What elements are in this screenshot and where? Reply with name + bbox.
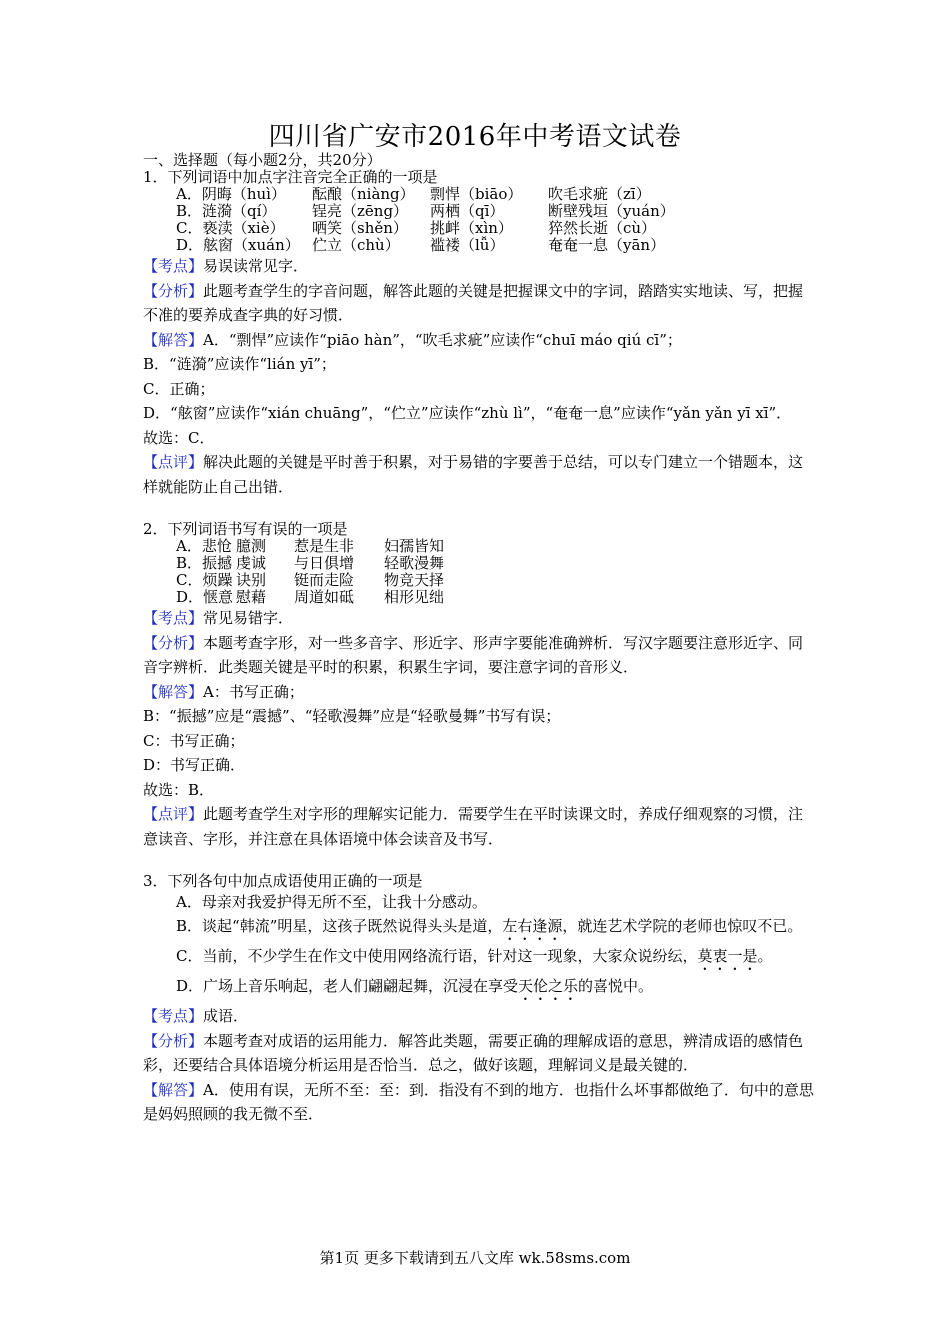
- question-2-option-b: [143, 555, 815, 572]
- option-cell: 挑衅（xìn）: [430, 219, 513, 237]
- kaodian-text: 成语．: [203, 1007, 249, 1025]
- question-2-option-a: [143, 538, 815, 555]
- option-cell: 铤而走险: [294, 571, 355, 589]
- jieda-line: C．正确；: [143, 379, 215, 398]
- option-cell: 伫立（chù）: [312, 236, 400, 254]
- question-3-option-b: [143, 914, 815, 944]
- fenxi-tag: 【分析】: [143, 1031, 204, 1050]
- fenxi-text: 此题考查学生的字音问题，解答此题的关键是把握课文中的字词，踏踏实实地读、写，把握不准的要养成查字典的好习惯．: [143, 281, 804, 324]
- option-cell: 周道如砥: [294, 588, 355, 606]
- dianping-tag: 【点评】: [143, 453, 204, 471]
- question-1-option-d: [143, 237, 815, 254]
- q2-jieda: [143, 680, 815, 705]
- q1-jieda: [143, 328, 815, 353]
- option-cell: 断壁残垣（yuán）: [548, 202, 675, 220]
- option-cell: 锃亮（zēng）: [312, 202, 409, 220]
- option-cell: C．烦躁: [176, 571, 233, 589]
- q3-fenxi: [143, 1029, 815, 1078]
- option-cell: 两栖（qī）: [430, 202, 505, 220]
- section-heading: 一、选择题（每小题2分，共20分）: [143, 151, 382, 169]
- question-2-stem: 2．下列词语书写有误的一项是: [143, 520, 348, 538]
- option-cell: 虔诚: [236, 554, 267, 572]
- q3-jieda: [143, 1078, 815, 1127]
- question-2-option-d: [143, 589, 815, 606]
- jieda-answer: 故选：B．: [143, 780, 215, 799]
- kaodian-tag: 【考点】: [143, 1007, 204, 1025]
- dianping-text: 此题考查学生对字形的理解实记能力．需要学生在平时读课文时，养成仔细观察的习惯，注意读音、字形，并注意在具体语境中体会读音及书写．: [143, 805, 804, 848]
- question-1-option-a: [143, 186, 815, 203]
- document-body: [143, 152, 815, 1127]
- jieda-tag: 【解答】: [143, 1080, 204, 1099]
- kaodian-text: 易误读常见字．: [203, 257, 309, 275]
- option-text: B．谈起“韩流”明星，这孩子既然说得头头是道，: [176, 917, 503, 935]
- q1-dianping: [143, 450, 815, 499]
- dotted-idiom: 左右逢源: [502, 917, 563, 935]
- option-text: 。: [757, 947, 773, 965]
- q1-fenxi: [143, 279, 815, 328]
- option-text: D．广场上音乐响起，老人们翩翩起舞，沉浸在享受: [176, 977, 519, 995]
- kaodian-text: 常见易错字．: [203, 609, 294, 627]
- option-cell: 褴褛（lǚ）: [430, 236, 505, 254]
- option-cell: D．舷窗（xuán）: [176, 236, 300, 254]
- jieda-line: C：书写正确；: [143, 731, 245, 750]
- kaodian-tag: 【考点】: [143, 257, 204, 275]
- option-cell: C．亵渎（xiè）: [176, 219, 285, 237]
- question-1-option-c: [143, 220, 815, 237]
- dianping-tag: 【点评】: [143, 805, 204, 823]
- q2-dianping: [143, 802, 815, 851]
- option-text: ，就连艺术学院的老师也惊叹不已。: [562, 917, 803, 935]
- option-cell: B．涟漪（qí）: [176, 202, 277, 220]
- question-3-option-d: [143, 974, 815, 1004]
- option-cell: A．阴晦（huì）: [176, 185, 286, 203]
- jieda-line: A．“剽悍”应读作“piāo hàn”，“吹毛求疵”应读作“chuī máo qiú cī”；: [203, 330, 682, 349]
- jieda-text: A．使用有误，无所不至：至：到．指没有不到的地方．也指什么坏事都做绝了．句中的意思是妈妈照顾的我无微不至．: [143, 1080, 814, 1123]
- option-cell: 臆测: [236, 537, 267, 555]
- jieda-line: A：书写正确；: [203, 682, 304, 701]
- q2-kaodian: [143, 606, 815, 631]
- dotted-idiom: 莫衷一是: [697, 947, 758, 965]
- jieda-tag: 【解答】: [143, 330, 204, 349]
- jieda-answer: 故选：C．: [143, 428, 215, 447]
- option-cell: 酝酿（niàng）: [312, 185, 415, 203]
- question-3-stem: 3．下列各句中加点成语使用正确的一项是: [143, 872, 423, 890]
- option-cell: 诀别: [236, 571, 267, 589]
- fenxi-text: 本题考查字形，对一些多音字、形近字、形声字要能准确辨析．写汉字题要注意形近字、同音字辨析．此类题关键是平时的积累，积累生字词，要注意字词的音形义．: [143, 633, 804, 676]
- jieda-line: D．“舷窗”应读作“xián chuāng”，“伫立”应读作“zhù lì”，“奄奄一息”应读作“yǎn yǎn yī xī”．: [143, 404, 792, 422]
- question-1-option-b: [143, 203, 815, 220]
- jieda-line: B．“涟漪”应读作“lián yī”；: [143, 355, 336, 373]
- jieda-line: B：“振撼”应是“震撼”、“轻歌漫舞”应是“轻歌曼舞”书写有误；: [143, 707, 561, 725]
- option-cell: 猝然长逝（cù）: [548, 219, 657, 237]
- option-cell: 哂笑（shěn）: [312, 219, 408, 237]
- option-cell: 剽悍（biāo）: [430, 185, 523, 203]
- option-cell: 轻歌漫舞: [384, 554, 445, 572]
- fenxi-tag: 【分析】: [143, 281, 204, 300]
- option-text: 的喜悦中。: [578, 977, 654, 995]
- q2-fenxi: [143, 631, 815, 680]
- option-cell: 吹毛求疵（zī）: [548, 185, 651, 203]
- option-cell: 奄奄一息（yān）: [548, 236, 666, 254]
- dotted-idiom: 天伦之乐: [518, 977, 579, 995]
- jieda-line: D：书写正确．: [143, 756, 246, 774]
- option-cell: 与日俱增: [294, 554, 355, 572]
- kaodian-tag: 【考点】: [143, 609, 204, 627]
- q3-kaodian: [143, 1004, 815, 1029]
- option-text: C．当前，不少学生在作文中使用网络流行语，针对这一现象，大家众说纷纭，: [176, 947, 698, 965]
- option-cell: D．惬意: [176, 588, 234, 606]
- fenxi-tag: 【分析】: [143, 633, 204, 652]
- option-cell: 物竞天择: [384, 571, 445, 589]
- question-2-option-c: [143, 572, 815, 589]
- option-cell: 相形见绌: [384, 588, 445, 606]
- jieda-tag: 【解答】: [143, 682, 204, 701]
- page-title: 四川省广安市2016年中考语文试卷: [268, 122, 682, 152]
- option-cell: 慰藉: [236, 588, 267, 606]
- option-cell: B．振撼: [176, 554, 233, 572]
- dianping-text: 解决此题的关键是平时善于积累，对于易错的字要善于总结，可以专门建立一个错题本，这样就能防止自己出错．: [143, 453, 804, 496]
- question-3-option-a: A．母亲对我爱护得无所不至，让我十分感动。: [176, 893, 487, 911]
- option-cell: A．悲怆: [176, 537, 232, 555]
- question-3-option-c: [143, 944, 815, 974]
- page-footer: 第1页 更多下载请到五八文库 wk.58sms.com: [319, 1249, 631, 1267]
- option-cell: 妇孺皆知: [384, 537, 445, 555]
- q1-kaodian: [143, 254, 815, 279]
- fenxi-text: 本题考查对成语的运用能力．解答此类题，需要正确的理解成语的意思，辨清成语的感情色彩，还要结合具体语境分析运用是否恰当．总之，做好该题，理解词义是最关键的．: [143, 1031, 804, 1074]
- option-cell: 惹是生非: [294, 537, 355, 555]
- question-1-stem: 1．下列词语中加点字注音完全正确的一项是: [143, 168, 438, 186]
